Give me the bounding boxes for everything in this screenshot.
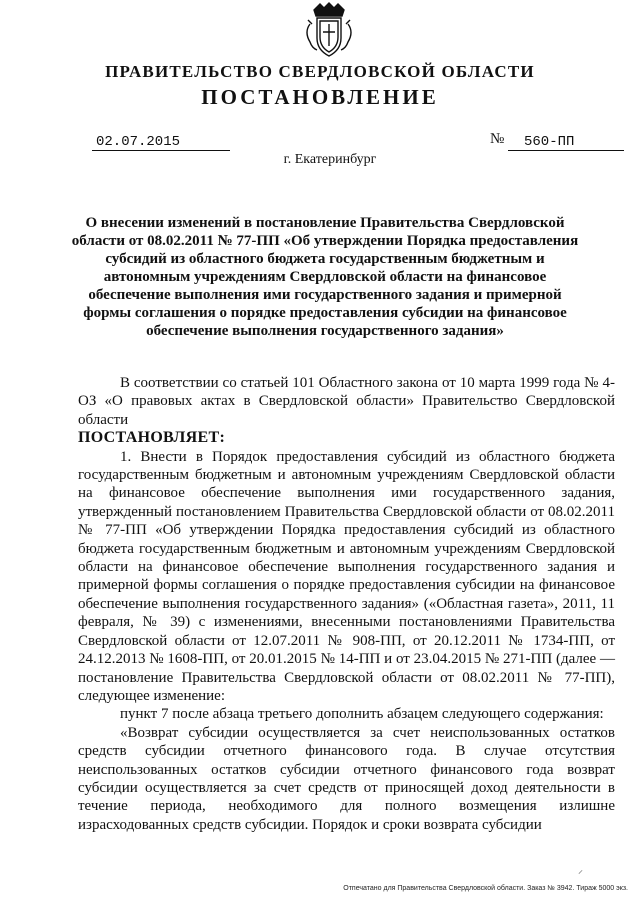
page-mark-icon: ⸝ — [578, 865, 583, 876]
document-number: 560-ПП — [508, 134, 624, 151]
city: г. Екатеринбург — [283, 152, 377, 167]
document-date: 02.07.2015 — [92, 134, 230, 151]
print-footer: Отпечатано для Правительства Свердловской области. Заказ № 3942. Тираж 5000 экз. — [343, 885, 628, 892]
quote-paragraph: «Возврат субсидии осуществляется за счет неиспользованных остатков средств субсидии отчетного финансового года. В случае отсутствия неиспользованных остатков субсидии отчетного финансового года возврат субсидии осуществляется за счет средств от приносящей доход деятельности в течение периода, необходимого для полного возмещения излишне израсходованных средств субсидии. Порядок и сроки возврата субсидии — [78, 724, 615, 833]
item-1: 1. Внести в Порядок предоставления субсидий из областного бюджета государственным бюджетным и автономным учреждениям Свердловской области на финансовое обеспечение выполнения ими государственного задания, утвержденный постановлением Правительства Свердловской области от 08.02.2011 № 77-ПП «Об утверждении Порядка предоставления субсидий из областного бюджета государственным бюджетным и автономным учреждениям Свердловской области на финансовое обеспечение выполнения государственного задания и примерной формы соглашения о порядке предоставления субсидии на финансовое обеспечение выполнения государственного задания» («Областная газета», 2011, 11 февраля, № 39) с изменениями, внесенными постановлениями Правительства Свердловской области от 12.07.2011 № 908-ПП, от 20.12.2011 № 1734-ПП, от 24.12.2013 № 1608-ПП, от 20.01.2015 № 14-ПП и от 23.04.2015 № 271-ПП (далее — постановление Правительства Свердловской области от 08.02.2011 № 77-ПП), следующее изменение: — [78, 448, 615, 704]
document-body — [78, 374, 615, 834]
document-type: ПОСТАНОВЛЕНИЕ — [201, 85, 439, 109]
document-title: О внесении изменений в постановление Правительства Свердловской области от 08.02.2011 № 77-ПП «Об утверждении Порядка предоставления субсидий из областного бюджета государственным бюджетным и автономным учреждениям Свердловской области на финансовое обеспечение выполнения ими государственного задания и примерной формы соглашения о порядке предоставления субсидии на финансовое обеспечение выполнения государственного задания» — [71, 215, 579, 339]
government-name: ПРАВИТЕЛЬСТВО СВЕРДЛОВСКОЙ ОБЛАСТИ — [105, 62, 535, 81]
point-7: пункт 7 после абзаца третьего дополнить абзацем следующего содержания: — [120, 706, 604, 723]
number-label: № — [490, 131, 505, 147]
coat-of-arms-icon — [300, 2, 358, 60]
resolves-heading: ПОСТАНОВЛЯЕТ: — [78, 429, 226, 447]
preamble: В соответствии со статьей 101 Областного закона от 10 марта 1999 года № 4-ОЗ «О правовых актах в Свердловской области» Правительство Свердловской области — [78, 375, 615, 428]
